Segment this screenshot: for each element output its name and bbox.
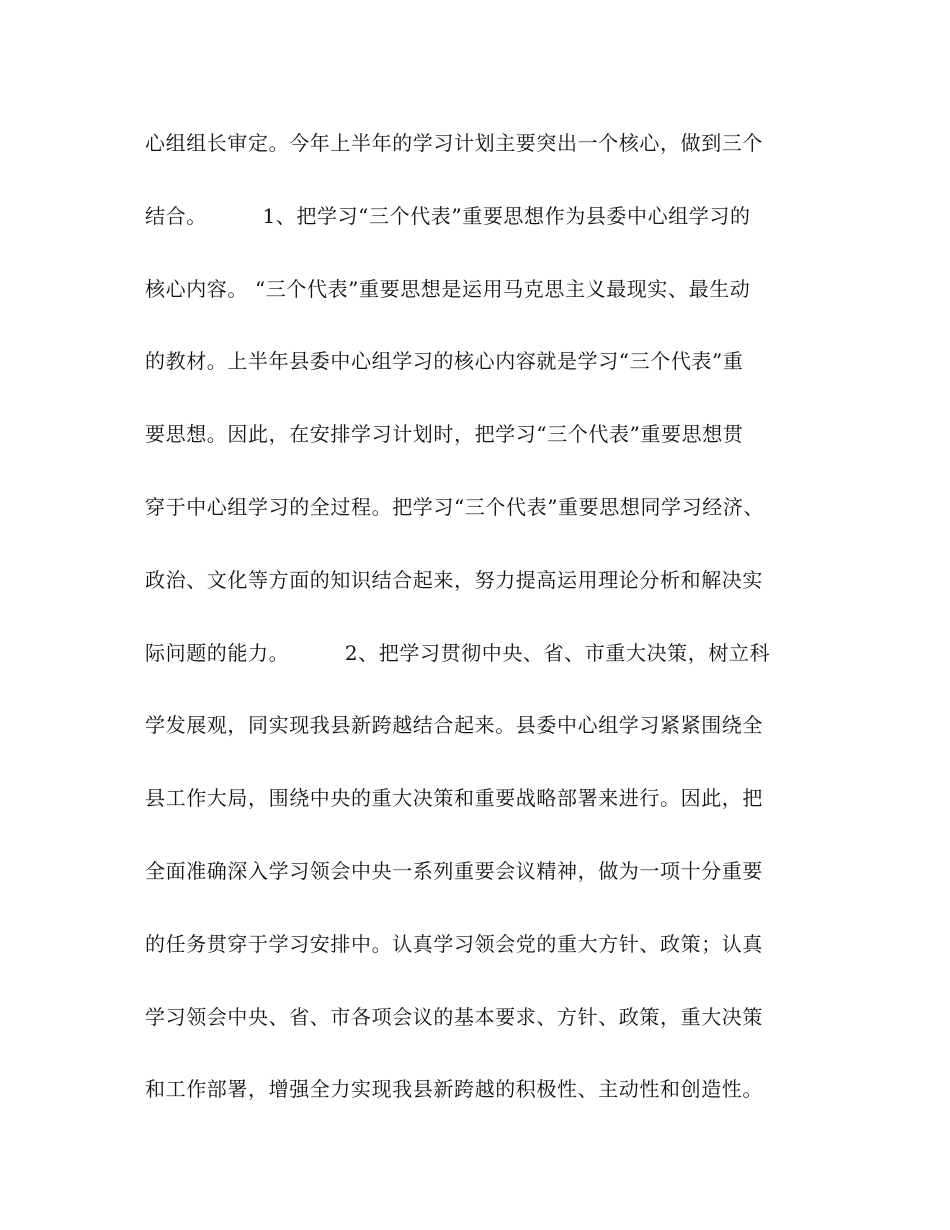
text-line-12: 的任务贯穿于学习安排中。认真学习领会党的重大方针、政策；认真 — [145, 931, 763, 956]
text-line-4: 的教材。上半年县委中心组学习的核心内容就是学习“三个代表”重 — [145, 349, 744, 374]
text-line-7: 政治、文化等方面的知识结合起来，努力提高运用理论分析和解决实 — [145, 567, 763, 592]
text-line-11: 全面准确深入学习领会中央一系列重要会议精神，做为一项十分重要 — [145, 858, 763, 883]
text-line-13: 学习领会中央、省、市各项会议的基本要求、方针、政策，重大决策 — [145, 1004, 763, 1029]
text-line-5: 要思想。因此，在安排学习计划时，把学习“三个代表”重要思想贯 — [145, 422, 744, 447]
text-line-8: 际问题的能力。 2、把学习贯彻中央、省、市重大决策，树立科 — [145, 640, 771, 665]
text-line-9: 学发展观，同实现我县新跨越结合起来。县委中心组学习紧紧围绕全 — [145, 713, 763, 738]
text-line-1: 心组组长审定。今年上半年的学习计划主要突出一个核心，做到三个 — [145, 131, 763, 155]
text-line-6: 穿于中心组学习的全过程。把学习“三个代表”重要思想同学习经济、 — [145, 494, 765, 519]
text-line-2: 结合。 1、把学习“三个代表”重要思想作为县委中心组学习的 — [145, 203, 751, 228]
text-line-3: 核心内容。 “三个代表”重要思想是运用马克思主义最现实、最生动 — [145, 276, 751, 301]
text-line-10: 县工作大局，围绕中央的重大决策和重要战略部署来进行。因此，把 — [145, 786, 763, 811]
body-text — [145, 124, 825, 1143]
text-line-14: 和工作部署，增强全力实现我县新跨越的积极性、主动性和创造性。 — [145, 1077, 763, 1102]
